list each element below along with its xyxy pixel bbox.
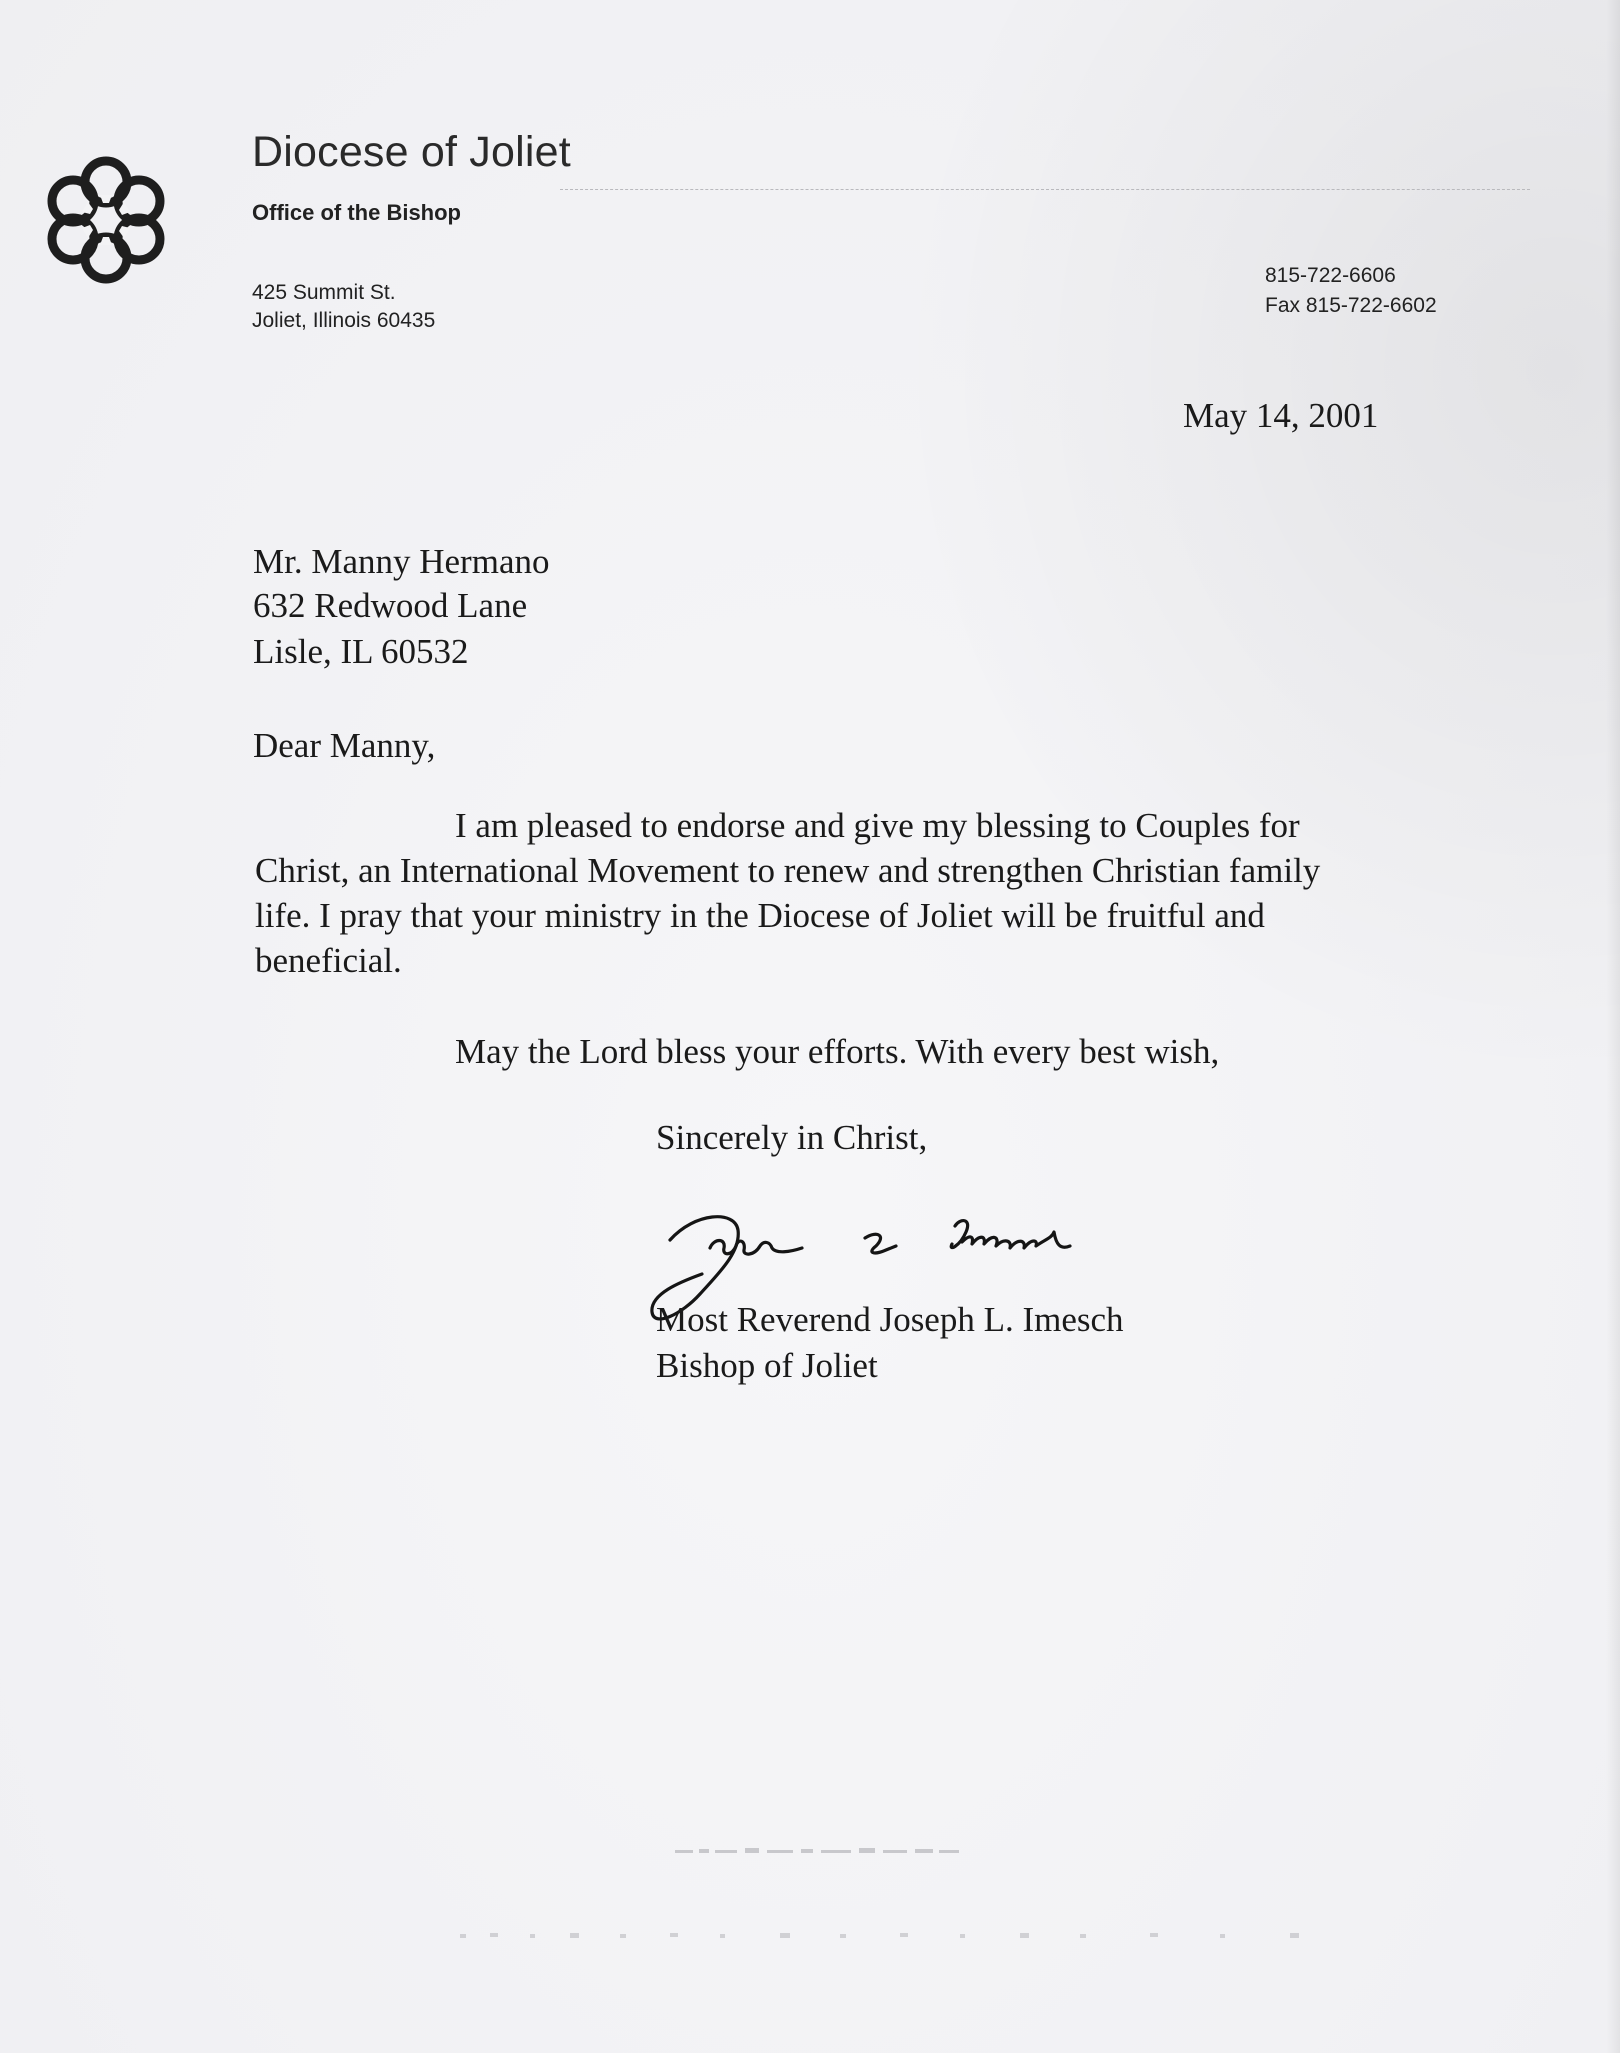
recipient-city: Lisle, IL 60532 xyxy=(253,632,469,671)
signer-title: Bishop of Joliet xyxy=(656,1346,878,1385)
salutation: Dear Manny, xyxy=(253,726,436,765)
organization-name: Diocese of Joliet xyxy=(252,128,571,176)
office-name: Office of the Bishop xyxy=(252,200,461,225)
bleed-through-marks xyxy=(460,1926,1360,1946)
body-line: life. I pray that your ministry in the Diocese of Joliet will be fruitful and xyxy=(255,896,1265,935)
letterhead-city: Joliet, Illinois 60435 xyxy=(252,309,436,332)
letterhead-rule xyxy=(560,189,1530,190)
complimentary-close: Sincerely in Christ, xyxy=(656,1118,928,1157)
letterhead-street: 425 Summit St. xyxy=(252,281,396,304)
body-line: beneficial. xyxy=(255,941,402,980)
body-line: Christ, an International Movement to renew and strengthen Christian family xyxy=(255,851,1321,890)
recipient-name: Mr. Manny Hermano xyxy=(253,542,550,581)
recipient-street: 632 Redwood Lane xyxy=(253,586,528,625)
interlocking-rings-logo-icon xyxy=(36,150,176,290)
page-edge-shadow xyxy=(1606,0,1620,2053)
letterhead-fax: Fax 815-722-6602 xyxy=(1265,294,1437,317)
letterhead-phone: 815-722-6606 xyxy=(1265,264,1396,287)
signer-name: Most Reverend Joseph L. Imesch xyxy=(656,1300,1124,1339)
letter-date: May 14, 2001 xyxy=(1183,396,1379,435)
body-paragraph xyxy=(255,803,1415,983)
closing-paragraph: May the Lord bless your efforts. With every best wish, xyxy=(455,1032,1220,1071)
body-line: I am pleased to endorse and give my blessing to Couples for xyxy=(455,806,1300,845)
bleed-through-marks xyxy=(675,1844,965,1860)
